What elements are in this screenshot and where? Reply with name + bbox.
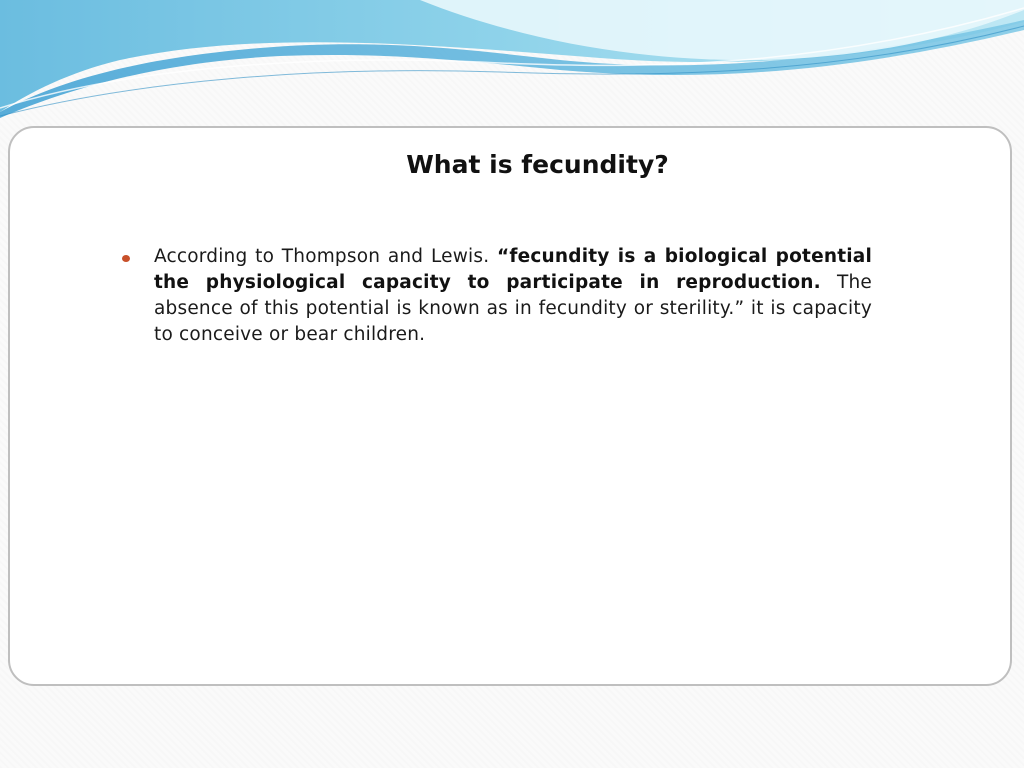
bullet-rest: The absence of this potential is known as in fecundity or sterility.” it is capacity to conceive or bear children.	[154, 272, 872, 345]
content-card	[8, 126, 1012, 686]
bullet-emphasis: “fecundity is a biological potential the physiological capacity to participate in reproduction.	[154, 246, 872, 293]
bullet-item	[122, 244, 872, 348]
bullet-intro: According to Thompson and Lewis.	[154, 246, 497, 267]
bullet-dot-icon	[122, 255, 130, 262]
bullet-text	[154, 244, 872, 348]
slide-title: What is fecundity?	[406, 150, 669, 179]
header-wave-decoration	[0, 0, 1024, 120]
